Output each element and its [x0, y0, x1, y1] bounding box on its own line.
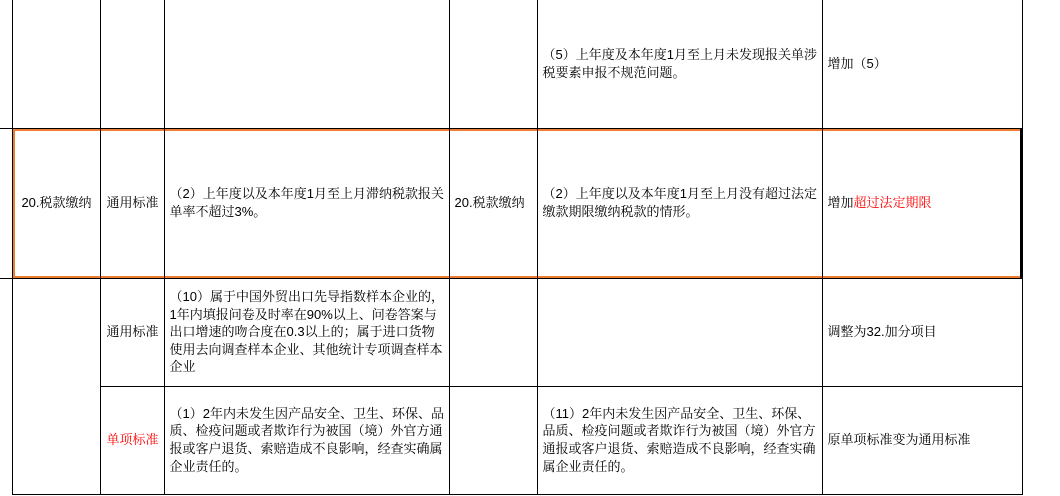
cell-new-text[interactable]: [537, 278, 822, 386]
row-endcap: [1022, 278, 1060, 386]
cell-standard[interactable]: 单项标准: [100, 386, 164, 494]
row-endcap: [1022, 386, 1060, 494]
table-row[interactable]: [0, 278, 1060, 386]
row-endcap: [1022, 128, 1060, 278]
cell-remark[interactable]: 调整为32.加分项目: [822, 278, 1022, 386]
table-row-selected[interactable]: [0, 128, 1060, 278]
cell-remark[interactable]: [822, 128, 1022, 278]
cell-old-text[interactable]: （10）属于中国外贸出口先导指数样本企业的，1年内填报问卷及时率在90%以上、问卷答案与出口增速的吻合度在0.3以上的；属于进口货物使用去向调查样本企业、其他统计专项调查样本企业: [164, 278, 449, 386]
cell-standard[interactable]: 通用标准: [100, 278, 164, 386]
cell-old-text[interactable]: （1）2年内未发生因产品安全、卫生、环保、品质、检疫问题或者欺诈行为被国（境）外官方通报或客户退货、索赔造成不良影响，经查实确属企业责任的。: [164, 386, 449, 494]
cell-new-text[interactable]: （11）2年内未发生因产品安全、卫生、环保、品质、检疫问题或者欺诈行为被国（境）外官方通报或客户退货、索赔造成不良影响，经查实确属企业责任的。: [537, 386, 822, 494]
cell-item-new[interactable]: [449, 386, 537, 494]
cell-item[interactable]: [12, 0, 100, 128]
remark-text-highlight: 超过法定期限: [853, 195, 932, 211]
cell-item-new[interactable]: 20.税款缴纳: [449, 128, 537, 278]
row-gutter: [0, 128, 12, 278]
cell-remark[interactable]: 增加（5）: [822, 0, 1022, 128]
cell-standard[interactable]: [100, 0, 164, 128]
cell-standard[interactable]: 通用标准: [100, 128, 164, 278]
remark-text-plain: 增加: [827, 195, 854, 211]
cell-item-new[interactable]: [449, 278, 537, 386]
row-gutter: [0, 278, 12, 386]
cell-old-text[interactable]: （2）上年度以及本年度1月至上月滞纳税款报关单率不超过3%。: [164, 128, 449, 278]
cell-new-text[interactable]: （5）上年度及本年度1月至上月未发现报关单涉税要素申报不规范问题。: [537, 0, 822, 128]
cell-remark[interactable]: 原单项标准变为通用标准: [822, 386, 1022, 494]
row-gutter: [0, 0, 12, 128]
cell-old-text[interactable]: [164, 0, 449, 128]
table-row[interactable]: [0, 0, 1060, 128]
cell-item[interactable]: [12, 278, 100, 494]
row-gutter: [0, 386, 12, 494]
table-row[interactable]: [0, 386, 1060, 494]
row-endcap: [1022, 0, 1060, 128]
cell-item-new[interactable]: [449, 0, 537, 128]
cell-new-text[interactable]: （2）上年度以及本年度1月至上月没有超过法定缴款期限缴纳税款的情形。: [537, 128, 822, 278]
cell-item[interactable]: 20.税款缴纳: [12, 128, 100, 278]
